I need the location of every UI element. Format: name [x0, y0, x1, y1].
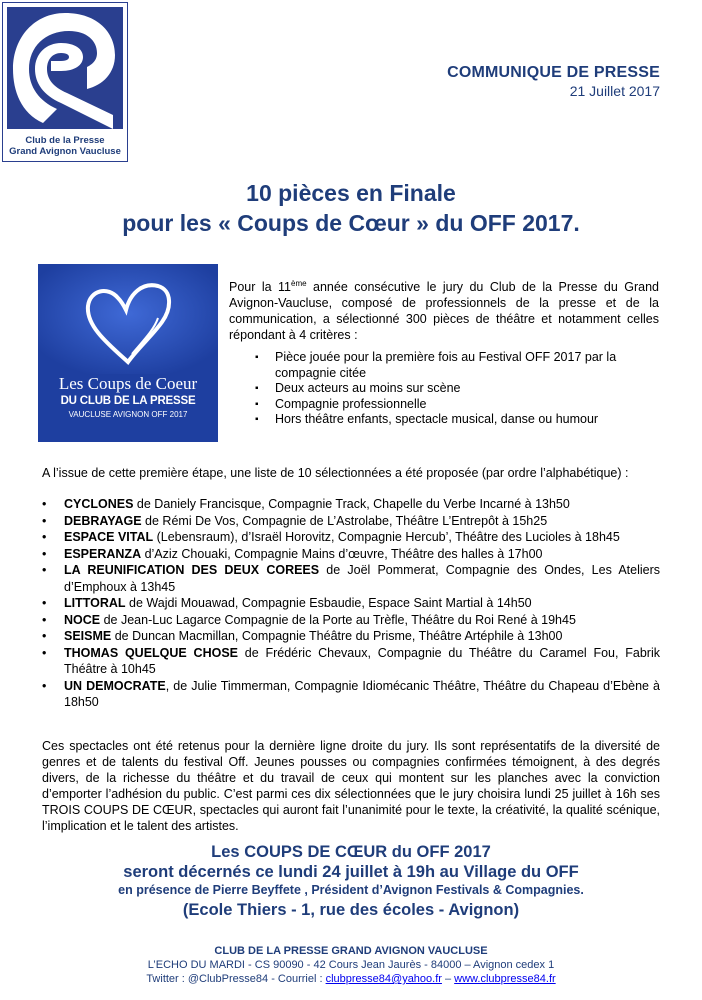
- list-item: [42, 612, 660, 629]
- press-header: [447, 64, 660, 99]
- footer: [0, 944, 702, 986]
- play-details: de Joël Pommerat, Compagnie des Ondes, Les Ateliers d’Emphoux à 13h45: [64, 563, 660, 594]
- logo-line2: Grand Avignon Vaucluse: [9, 146, 121, 157]
- play-title: UN DEMOCRATE: [64, 678, 166, 693]
- list-item: [42, 595, 660, 612]
- footer-org: CLUB DE LA PRESSE GRAND AVIGNON VAUCLUSE: [214, 945, 488, 957]
- play-details: (Lebensraum), d’Israël Horovitz, Compagnie Hercub’, Théâtre des Lucioles à 18h45: [153, 530, 620, 544]
- play-details: , de Julie Timmerman, Compagnie Idiomécanic Théâtre, Théâtre du Chapeau d’Ebène à 18h50: [64, 678, 661, 709]
- list-item: [42, 628, 660, 645]
- play-details: de Rémi De Vos, Compagnie de L’Astrolabe, Théâtre L’Entrepôt à 15h25: [141, 513, 548, 528]
- email-link[interactable]: clubpresse84@yahoo.fr: [325, 973, 442, 985]
- play-details: de Daniely Francisque, Compagnie Track, Chapelle du Verbe Incarné à 13h50: [133, 497, 570, 511]
- summary-paragraph: Ces spectacles ont été retenus pour la dernière ligne droite du jury. Ils sont représentatifs de la diversité de genres et de talents du festival Off. Jeunes pousses ou compagnies confirmées témoignent, à des degrés divers, de la richesse du théâtre et du travail de ceux qui montent sur les planches avec la conviction d’emporter l’adhésion du public. C’est parmi ces dix sélectionnées que le jury choisira lundi 25 juillet à 16h ses TROIS COUPS DE CŒUR, spectacles qui auront fait l’unanimité pour le texte, la créativité, la qualité scénique, l’implication et le talent des artistes.: [42, 739, 660, 833]
- title-line2: pour les « Coups de Cœur » du OFF 2017.: [122, 210, 580, 236]
- cdc-line3: VAUCLUSE AVIGNON OFF 2017: [68, 410, 188, 419]
- announcement-line1: Les COUPS DE CŒUR du OFF 2017: [211, 843, 491, 861]
- list-item: [42, 562, 660, 595]
- play-title: THOMAS QUELQUE CHOSE: [64, 645, 238, 660]
- play-title: LA REUNIFICATION DES DEUX COREES: [64, 563, 320, 577]
- play-details: d’Aziz Chouaki, Compagnie Mains d’œuvre, Théâtre des halles à 17h00: [141, 546, 543, 561]
- footer-sep: –: [441, 973, 455, 985]
- criteria-item: ▪ Hors théâtre enfants, spectacle musical, danse ou humour: [255, 412, 659, 428]
- announcement-line3: en présence de Pierre Beyffete , Président d’Avignon Festivals & Compagnies.: [118, 883, 584, 897]
- website-link[interactable]: www.clubpresse84.fr: [454, 973, 556, 985]
- criteria-list: [255, 350, 659, 428]
- list-item: [42, 546, 660, 563]
- heart-icon: [38, 264, 218, 374]
- play-title: SEISME: [64, 629, 112, 643]
- footer-address: L’ECHO DU MARDI - CS 90090 - 42 Cours Jean Jaurès - 84000 – Avignon cedex 1: [147, 959, 555, 971]
- club-logo-mark-icon: [3, 3, 127, 133]
- club-logo: [2, 2, 128, 162]
- play-details: de Wajdi Mouawad, Compagnie Esbaudie, Espace Saint Martial à 14h50: [125, 596, 532, 610]
- play-title: DEBRAYAGE: [64, 513, 142, 528]
- page-title: [0, 178, 702, 238]
- intro-after: année consécutive le jury du Club de la Presse du Grand Avignon-Vaucluse, composé de professionnels de la presse et de la communication, a sélectionné 300 pièces de théâtre et notamment celles répondant à 4 critères :: [229, 280, 659, 343]
- play-details: de Frédéric Chevaux, Compagnie du Théâtre du Caramel Fou, Fabrik Théâtre à 10h45: [64, 645, 660, 676]
- criteria-item: ▪ Compagnie professionnelle: [255, 397, 659, 413]
- play-title: NOCE: [64, 612, 101, 627]
- announcement: [0, 842, 702, 921]
- press-date: 21 Juillet 2017: [569, 83, 660, 99]
- list-item: [42, 496, 660, 513]
- list-item: [42, 678, 660, 711]
- criteria-item: ▪ Deux acteurs au moins sur scène: [255, 381, 659, 397]
- footer-twitter: Twitter : @ClubPresse84 - Courriel :: [146, 973, 326, 985]
- logo-line1: Club de la Presse: [25, 135, 105, 146]
- announcement-line2: seront décernés ce lundi 24 juillet à 19h au Village du OFF: [123, 863, 579, 881]
- list-item: [42, 645, 660, 678]
- list-item: [42, 529, 660, 546]
- announcement-line4: (Ecole Thiers - 1, rue des écoles - Avignon): [182, 901, 520, 919]
- play-title: ESPERANZA: [64, 546, 142, 561]
- intro-sup: ème: [291, 279, 307, 288]
- play-title: LITTORAL: [64, 596, 126, 610]
- play-details: de Jean-Luc Lagarce Compagnie de la Porte au Trèfle, Théâtre du Roi René à 19h45: [100, 612, 576, 627]
- footer-contact: [0, 972, 702, 986]
- criteria-item: ▪ Pièce jouée pour la première fois au Festival OFF 2017 par la compagnie citée: [255, 350, 659, 381]
- selection-lead: A l’issue de cette première étape, une liste de 10 sélectionnées a été proposée (par ordre l’alphabétique) :: [42, 466, 629, 480]
- play-details: de Duncan Macmillan, Compagnie Théâtre du Prisme, Théâtre Artéphile à 13h00: [111, 629, 563, 643]
- cdc-line2: DU CLUB DE LA PRESSE: [60, 395, 196, 407]
- play-title: CYCLONES: [64, 497, 134, 511]
- play-title: ESPACE VITAL: [64, 530, 154, 544]
- coups-de-coeur-logo: [38, 264, 218, 442]
- selection-list: [42, 496, 660, 711]
- title-line1: 10 pièces en Finale: [246, 180, 456, 206]
- list-item: [42, 513, 660, 530]
- intro-before: Pour la 11: [229, 280, 292, 295]
- press-label: COMMUNIQUE DE PRESSE: [447, 64, 660, 81]
- cdc-line1: Les Coups de Coeur: [58, 374, 198, 393]
- intro-paragraph: [229, 276, 659, 343]
